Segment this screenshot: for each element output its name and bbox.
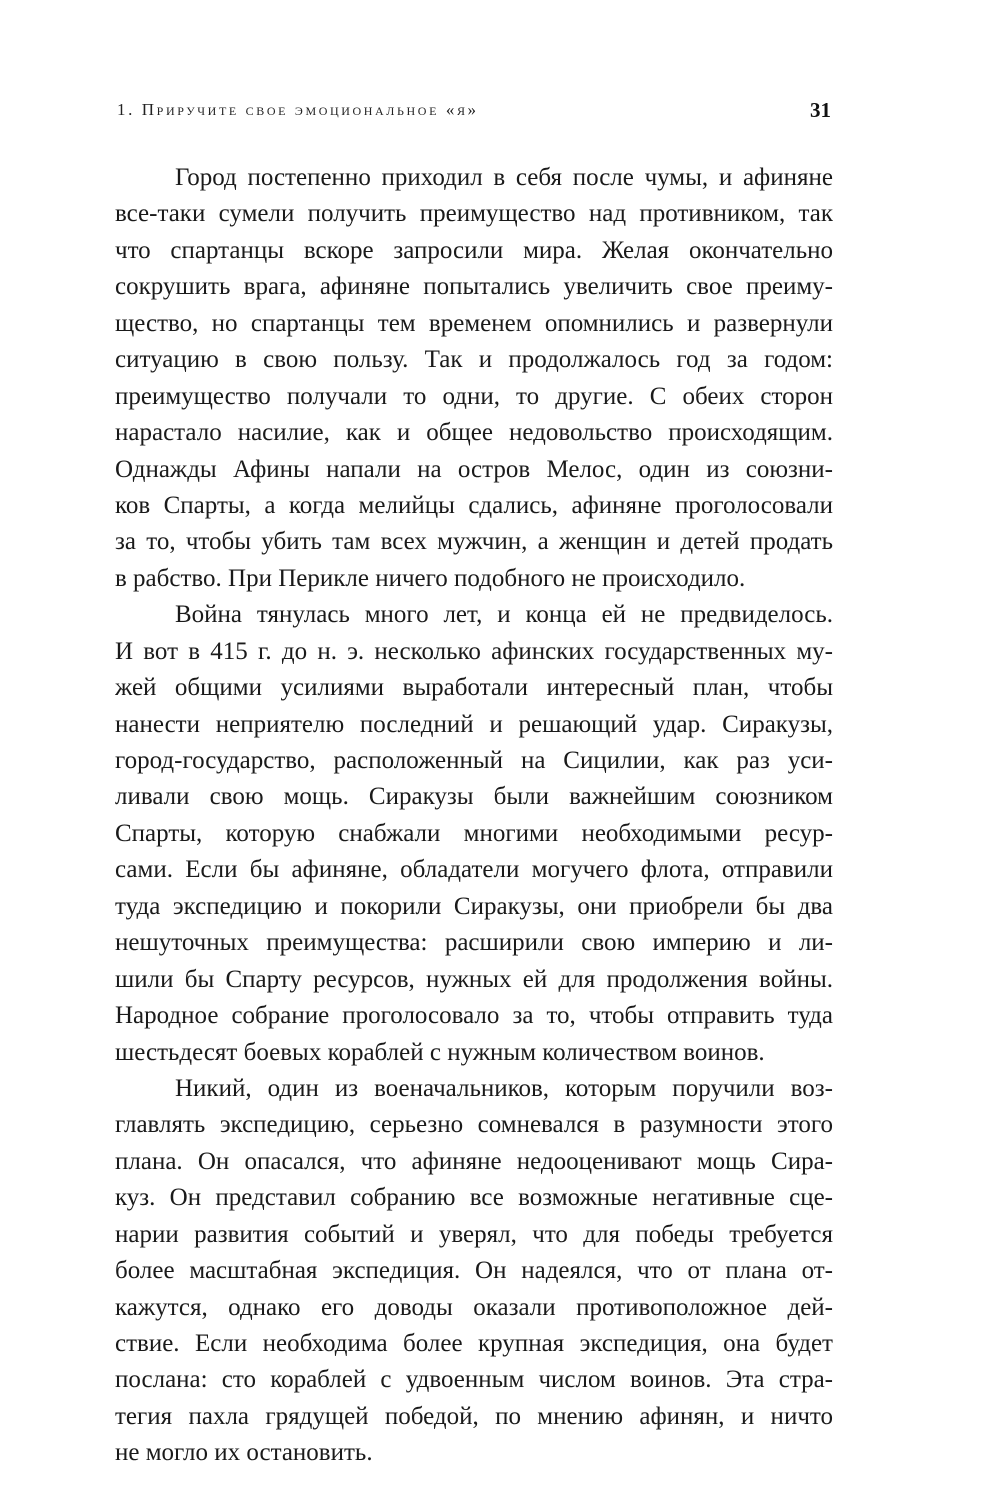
text-line: Однажды Афины напали на остров Мелос, один из союзни- — [115, 455, 833, 483]
text-line: в рабство. При Перикле ничего подобного не происходило. — [115, 564, 746, 592]
text-line: не могло их остановить. — [115, 1439, 373, 1467]
text-line: туда экспедицию и покорили Сиракузы, они приобрели бы два — [115, 892, 833, 920]
text-line: ситуацию в свою пользу. Так и продолжалось год за годом: — [115, 346, 833, 374]
chapter-title: 1. Приручите свое эмоциональное «я» — [117, 100, 479, 119]
text-line: нанести неприятелю последний и решающий удар. Сиракузы, — [115, 710, 833, 738]
page-number: 31 — [810, 98, 831, 122]
body-text — [115, 160, 833, 1472]
text-line: щество, но спартанцы тем временем опомнились и развернули — [115, 309, 833, 337]
paragraph-3 — [115, 1071, 833, 1472]
text-line: сами. Если бы афиняне, обладатели могучего флота, отправили — [115, 856, 833, 884]
text-line: шили бы Спарту ресурсов, нужных ей для продолжения войны. — [115, 965, 833, 993]
text-line: главлять экспедицию, серьезно сомневался в разумности этого — [115, 1111, 833, 1139]
text-line: что спартанцы вскоре запросили мира. Желая окончательно — [115, 236, 833, 264]
text-line: И вот в 415 г. до н. э. несколько афинских государственных му- — [115, 637, 833, 665]
text-line: нарии развития событий и уверял, что для победы требуется — [115, 1220, 833, 1248]
text-line: Война тянулась много лет, и конца ей не предвиделось. — [175, 601, 833, 629]
text-line: Город постепенно приходил в себя после чумы, и афиняне — [175, 164, 833, 191]
text-line: Народное собрание проголосовало за то, чтобы отправить туда — [115, 1002, 833, 1030]
text-line: куз. Он представил собранию все возможные негативные сце- — [115, 1184, 833, 1212]
text-line: сокрушить врага, афиняне попытались увеличить свое преиму- — [115, 273, 833, 301]
text-line: кажутся, однако его доводы оказали противоположное дей- — [115, 1293, 833, 1321]
paragraph-1 — [115, 160, 833, 597]
text-line: тегия пахла грядущей победой, по мнению афинян, и ничто — [115, 1402, 833, 1430]
text-line: все-таки сумели получить преимущество над противником, так — [115, 200, 833, 228]
text-line: плана. Он опасался, что афиняне недооценивают мощь Сира- — [115, 1147, 833, 1175]
text-line: преимущество получали то одни, то другие. С обеих сторон — [115, 382, 833, 410]
text-line: послана: сто кораблей с удвоенным числом воинов. Эта стра- — [115, 1366, 833, 1394]
text-line: жей общими усилиями выработали интересный план, чтобы — [115, 674, 833, 702]
text-line: шестьдесят боевых кораблей с нужным количеством воинов. — [115, 1038, 765, 1066]
text-line: Никий, один из военачальников, которым поручили воз- — [175, 1074, 833, 1102]
text-line: город-государство, расположенный на Сицилии, как раз уси- — [115, 747, 833, 774]
text-line: за то, чтобы убить там всех мужчин, а женщин и детей продать — [115, 528, 833, 556]
paragraph-2 — [115, 597, 833, 1071]
text-line: нешуточных преимущества: расширили свою империю и ли- — [115, 929, 833, 957]
text-line: ков Спарты, а когда мелийцы сдались, афиняне проголосовали — [115, 491, 833, 519]
text-line: нарастало насилие, как и общее недовольство происходящим. — [115, 419, 833, 447]
text-line: ливали свою мощь. Сиракузы были важнейшим союзником — [115, 783, 833, 811]
running-header — [117, 100, 831, 132]
text-line: Спарты, которую снабжали многими необходимыми ресур- — [115, 819, 833, 847]
text-line: более масштабная экспедиция. Он надеялся, что от плана от- — [115, 1257, 833, 1285]
text-line: ствие. Если необходима более крупная экспедиция, она будет — [115, 1330, 833, 1357]
